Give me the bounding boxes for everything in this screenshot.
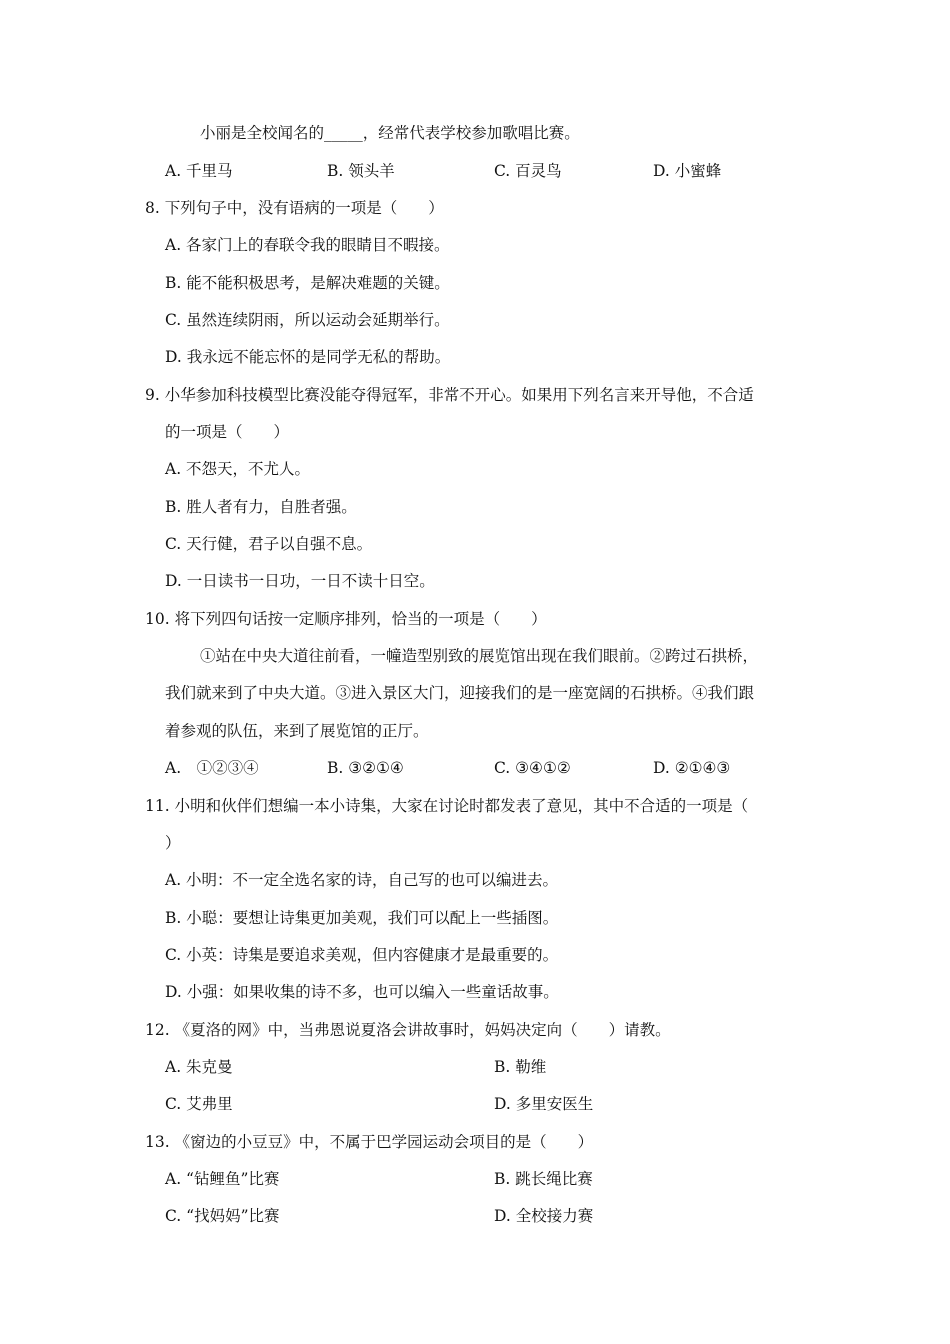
q8-option-c: C. 虽然连续阴雨，所以运动会延期举行。 bbox=[165, 311, 450, 329]
q13-option-a: A. “钻鲤鱼”比赛 bbox=[165, 1170, 280, 1188]
q13-option-c: C. “找妈妈”比赛 bbox=[165, 1207, 280, 1225]
q11-stem-line2: ） bbox=[165, 834, 181, 852]
q12-option-b: B. 勒维 bbox=[494, 1058, 547, 1076]
q10-passage-line1: ①站在中央大道往前看，一幢造型别致的展览馆出现在我们眼前。②跨过石拱桥， bbox=[200, 647, 759, 665]
q7-option-a: A. 千里马 bbox=[165, 162, 233, 180]
q11-option-c: C. 小英：诗集是要追求美观，但内容健康才是最重要的。 bbox=[165, 946, 559, 964]
q9-stem-line2: 的一项是（ ） bbox=[165, 423, 290, 441]
q10-option-b: B. ③②①④ bbox=[327, 759, 404, 777]
q8-stem: 8. 下列句子中，没有语病的一项是（ ） bbox=[145, 199, 444, 217]
q7-option-b: B. 领头羊 bbox=[327, 162, 395, 180]
q12-option-d: D. 多里安医生 bbox=[494, 1095, 594, 1113]
q10-option-d: D. ②①④③ bbox=[653, 759, 731, 777]
q11-option-b: B. 小聪：要想让诗集更加美观，我们可以配上一些插图。 bbox=[165, 909, 559, 927]
q11-option-d: D. 小强：如果收集的诗不多，也可以编入一些童话故事。 bbox=[165, 983, 559, 1001]
q9-option-d: D. 一日读书一日功，一日不读十日空。 bbox=[165, 572, 435, 590]
q8-option-a: A. 各家门上的春联令我的眼睛目不暇接。 bbox=[165, 236, 450, 254]
q10-option-a: A. ①②③④ bbox=[165, 759, 259, 777]
q10-stem: 10. 将下列四句话按一定顺序排列，恰当的一项是（ ） bbox=[145, 610, 547, 628]
q12-option-a: A. 朱克曼 bbox=[165, 1058, 233, 1076]
q11-stem-line1: 11. 小明和伙伴们想编一本小诗集，大家在讨论时都发表了意见，其中不合适的一项是（ bbox=[145, 797, 749, 815]
q13-option-b: B. 跳长绳比赛 bbox=[494, 1170, 593, 1188]
q10-option-c: C. ③④①② bbox=[494, 759, 571, 777]
q7-option-d: D. 小蜜蜂 bbox=[653, 162, 722, 180]
q12-option-c: C. 艾弗里 bbox=[165, 1095, 233, 1113]
q10-passage-line3: 着参观的队伍，来到了展览馆的正厅。 bbox=[165, 722, 429, 740]
q9-option-b: B. 胜人者有力，自胜者强。 bbox=[165, 498, 357, 516]
q8-option-d: D. 我永远不能忘怀的是同学无私的帮助。 bbox=[165, 348, 451, 366]
q11-option-a: A. 小明：不一定全选名家的诗，自己写的也可以编进去。 bbox=[165, 871, 559, 889]
q9-option-c: C. 天行健，君子以自强不息。 bbox=[165, 535, 373, 553]
q13-option-d: D. 全校接力赛 bbox=[494, 1207, 594, 1225]
q7-sentence: 小丽是全校闻名的_____，经常代表学校参加歌唱比赛。 bbox=[200, 124, 580, 142]
q13-stem: 13. 《窗边的小豆豆》中，不属于巴学园运动会项目的是（ ） bbox=[145, 1133, 594, 1151]
q8-option-b: B. 能不能积极思考，是解决难题的关键。 bbox=[165, 274, 450, 292]
q10-passage-line2: 我们就来到了中央大道。③进入景区大门，迎接我们的是一座宽阔的石拱桥。④我们跟 bbox=[165, 684, 755, 702]
q12-stem: 12. 《夏洛的网》中，当弗恩说夏洛会讲故事时，妈妈决定向（ ）请教。 bbox=[145, 1021, 671, 1039]
q9-option-a: A. 不怨天，不尤人。 bbox=[165, 460, 311, 478]
q7-option-c: C. 百灵鸟 bbox=[494, 162, 562, 180]
q9-stem-line1: 9. 小华参加科技模型比赛没能夺得冠军，非常不开心。如果用下列名言来开导他，不合适 bbox=[145, 386, 754, 404]
